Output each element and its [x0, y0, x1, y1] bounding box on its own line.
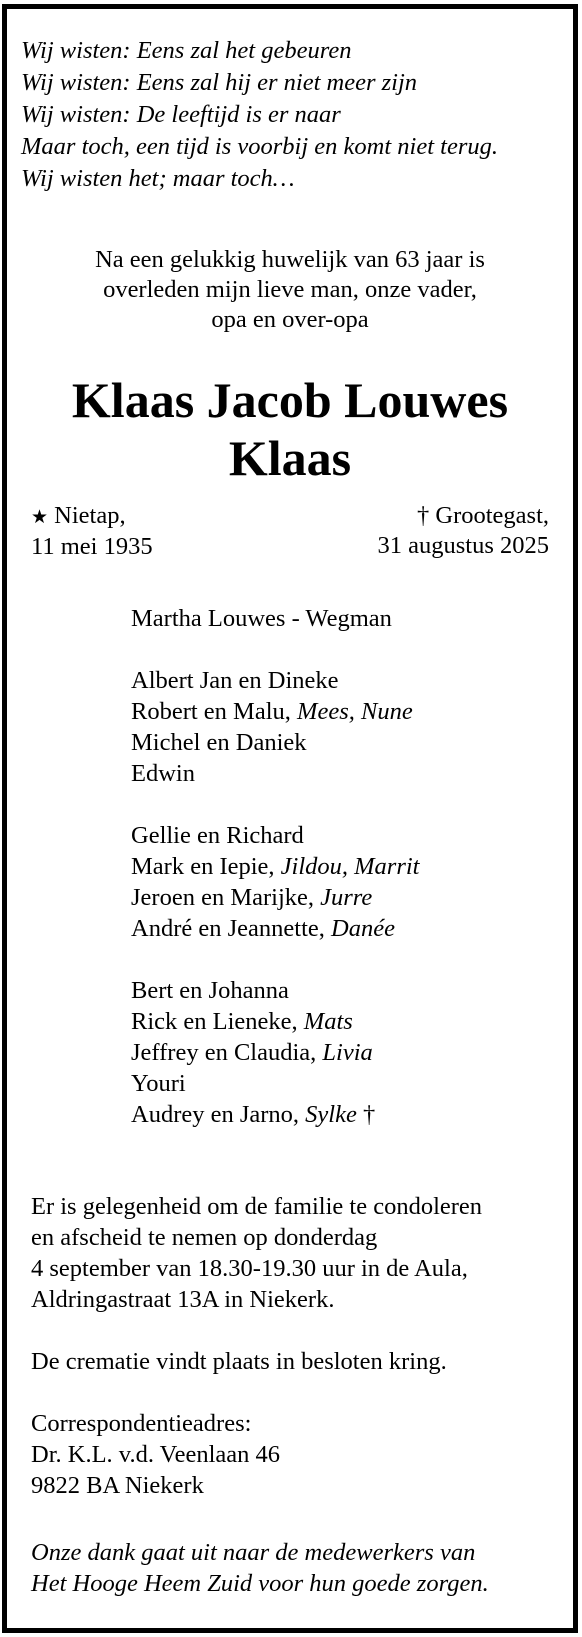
intro-line: overleden mijn lieve man, onze vader, [103, 276, 477, 303]
poem-line: Wij wisten: Eens zal het gebeuren [21, 37, 352, 64]
member-names: Jeroen en Marijke, [131, 884, 314, 911]
spouse-name: Martha Louwes - Wegman [131, 605, 392, 632]
family-list [131, 603, 420, 1161]
obituary-card [2, 4, 578, 1633]
practical-info [31, 1191, 482, 1532]
star-icon: ★ [31, 506, 49, 528]
member-names: Michel en Daniek [131, 729, 307, 756]
list-item [131, 1006, 420, 1037]
list-item [131, 758, 420, 789]
list-item [131, 1037, 420, 1068]
grandchildren: Sylke [305, 1101, 357, 1128]
death-place: Grootegast, [435, 502, 549, 529]
cremation-info [31, 1346, 482, 1377]
member-names: Youri [131, 1070, 186, 1097]
info-line: en afscheid te nemen op donderdag [31, 1224, 378, 1251]
member-names: Rick en Lieneke, [131, 1008, 298, 1035]
list-item [131, 1068, 420, 1099]
member-names: Edwin [131, 760, 195, 787]
dagger-icon: † [362, 1101, 376, 1128]
list-item [131, 727, 420, 758]
memorial-poem [21, 35, 498, 195]
group-head: Gellie en Richard [131, 822, 304, 849]
address-label: Correspondentieadres: [31, 1410, 252, 1437]
thanks-line: Onze dank gaat uit naar de medewerkers van [31, 1539, 476, 1566]
grandchildren: Mees, Nune [297, 698, 413, 725]
list-item [131, 882, 420, 913]
called-name: Klaas [228, 430, 352, 486]
dagger-icon: † [417, 502, 430, 529]
address-city: 9822 BA Niekerk [31, 1472, 204, 1499]
grandchildren: Livia [322, 1039, 373, 1066]
group-head: Albert Jan en Dineke [131, 667, 339, 694]
grandchildren: Danée [331, 915, 395, 942]
intro-line: Na een gelukkig huwelijk van 63 jaar is [95, 246, 485, 273]
member-names: Audrey en Jarno, [131, 1101, 300, 1128]
poem-line: Wij wisten het; maar toch… [21, 165, 295, 192]
address-street: Dr. K.L. v.d. Veenlaan 46 [31, 1441, 281, 1468]
member-names: Mark en Iepie, [131, 853, 275, 880]
birth-place: Nietap, [54, 502, 126, 529]
family-group [131, 820, 420, 944]
member-names: Jeffrey en Claudia, [131, 1039, 317, 1066]
thanks-note [31, 1537, 489, 1599]
list-item [131, 1099, 420, 1130]
list-item [131, 851, 420, 882]
info-line: 4 september van 18.30-19.30 uur in de Aula, [31, 1255, 468, 1282]
info-line: Aldringastraat 13A in Niekerk. [31, 1286, 335, 1313]
condolence-info [31, 1191, 482, 1315]
announcement-intro [7, 245, 573, 335]
full-name: Klaas Jacob Louwes [71, 372, 509, 428]
family-group [131, 975, 420, 1130]
death-date: 31 augustus 2025 [377, 532, 549, 559]
poem-line: Maar toch, een tijd is voorbij en komt niet terug. [21, 133, 498, 160]
grandchildren: Mats [303, 1008, 353, 1035]
deceased-name [7, 371, 573, 487]
member-names: André en Jeannette, [131, 915, 325, 942]
spouse-group [131, 603, 420, 634]
family-group [131, 665, 420, 789]
grandchildren: Jildou, Marrit [280, 853, 420, 880]
list-item [131, 913, 420, 944]
birth-date: 11 mei 1935 [31, 533, 153, 560]
grandchildren: Jurre [320, 884, 373, 911]
info-line: Er is gelegenheid om de familie te condoleren [31, 1193, 483, 1220]
list-item [131, 696, 420, 727]
intro-line: opa en over-opa [211, 306, 369, 333]
thanks-line: Het Hooge Heem Zuid voor hun goede zorgen. [31, 1570, 489, 1597]
correspondence-address [31, 1408, 482, 1501]
poem-line: Wij wisten: De leeftijd is er naar [21, 101, 341, 128]
birth-info [31, 501, 153, 562]
death-info [378, 501, 550, 561]
poem-line: Wij wisten: Eens zal hij er niet meer zijn [21, 69, 418, 96]
group-head: Bert en Johanna [131, 977, 289, 1004]
info-line: De crematie vindt plaats in besloten kring. [31, 1348, 447, 1375]
member-names: Robert en Malu, [131, 698, 291, 725]
